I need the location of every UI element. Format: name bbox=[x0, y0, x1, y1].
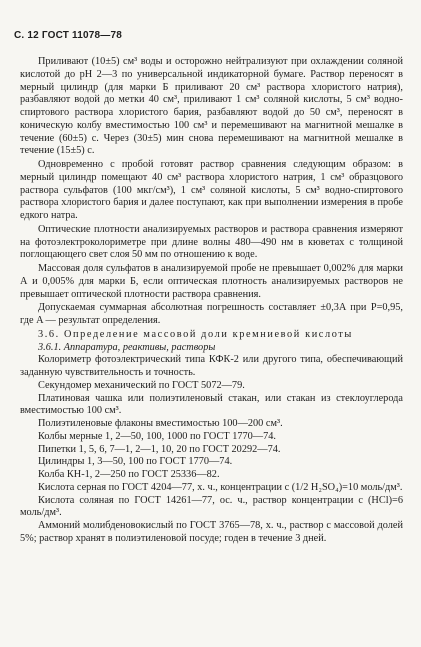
document-body bbox=[20, 56, 403, 546]
subsection-title bbox=[20, 342, 403, 355]
item-volumetric-flasks: Колбы мерные 1, 2—50, 100, 1000 по ГОСТ 1770—74. bbox=[38, 430, 276, 442]
item-polyethylene-flasks: Полиэтиленовые флаконы вместимостью 100—200 см³. bbox=[38, 418, 283, 429]
paragraph-optical-density: Оптические плотности анализируемых растворов и раствора сравнения измеряют на фотоэлектроколориметре при длине волны 480—490 нм в кюветах с толщиной поглощающего свет слоя 50 мм по отношению к воде. bbox=[20, 223, 403, 261]
item-pipettes: Пипетки 1, 5, 6, 7—1, 2—1, 10, 20 по ГОСТ 20292—74. bbox=[38, 443, 281, 455]
paragraph-neutralization: Приливают (10±5) см³ воды и осторожно нейтрализуют при охлаждении соляной кислотой до рН 2—3 по универсальной индикаторной бумаге. Раствор переносят в мерный цилиндр (для марки Б приливают 20 см³ раствора хлористого натрия), разбавляют водой до метки 40 см³, приливают 1 см³ соляной кислоты, 5 см³ водно-спиртового раствора хлористого бария, разбавляют водой до 50 см³, переносят в коническую колбу вместимостью 100 см³ и перемешивают на магнитной мешалке в течение (60±5) с. Через (30±5) мин снова перемешивают на магнитной мешалке в течение (15±5) с. bbox=[20, 56, 403, 157]
item-hydrochloric-acid: Кислота соляная по ГОСТ 14261—77, ос. ч., раствор концентрации c (HCl)=6 моль/дм³. bbox=[20, 494, 403, 519]
item-platinum-dish: Платиновая чашка или полиэтиленовый стакан, или стакан из стеклоуглерода вместимостью 100 см³. bbox=[20, 392, 403, 417]
section-title: 3.6. Определение массовой доли кремниевой кислоты bbox=[38, 328, 353, 340]
item-flask-kn: Колба КН-1, 2—250 по ГОСТ 25336—82. bbox=[38, 469, 220, 480]
subsection-title-text: 3.6.1. Аппаратура, реактивы, растворы bbox=[38, 341, 216, 353]
paragraph-reference-solution: Одновременно с пробой готовят раствор сравнения следующим образом: в мерный цилиндр помещают 40 см³ раствора хлористого натрия, 1 см³ образцового раствора сульфатов (100 мкг/см³), 1 см³ соляной кислоты, 5 см³ водно-спиртового раствора хлористого бария и далее поступают, как при выполнении измерения в пробе едкого натра. bbox=[20, 159, 403, 221]
item-stopwatch: Секундомер механический по ГОСТ 5072—79. bbox=[38, 379, 245, 391]
item-ammonium-molybdate: Аммоний молибденовокислый по ГОСТ 3765—78, х. ч., раствор с массовой долей 5%; раствор хранят в полиэтиленовой посуде; годен в течение 3 дней. bbox=[20, 520, 403, 544]
item-colorimeter: Колориметр фотоэлектрический типа КФК-2 или другого типа, обеспечивающий заданную чувствительность и точность. bbox=[20, 354, 403, 378]
paragraph-sulfate-fraction: Массовая доля сульфатов в анализируемой пробе не превышает 0,002% для марки А и 0,005% для марки Б, если оптическая плотность анализируемых растворов не превышает оптической плотности раствора сравнения. bbox=[20, 263, 403, 300]
item-cylinders: Цилиндры 1, 3—50, 100 по ГОСТ 1770—74. bbox=[38, 456, 233, 468]
page-header: С. 12 ГОСТ 11078—78 bbox=[14, 30, 123, 41]
paragraph-error: Допускаемая суммарная абсолютная погрешность составляет ±0,3A при P=0,95, где A — результат определения. bbox=[20, 302, 403, 326]
item-sulfuric-acid: Кислота серная по ГОСТ 4204—77, х. ч., концентрации c (1/2 H₂SO₄)=10 моль/дм³. bbox=[38, 481, 403, 493]
